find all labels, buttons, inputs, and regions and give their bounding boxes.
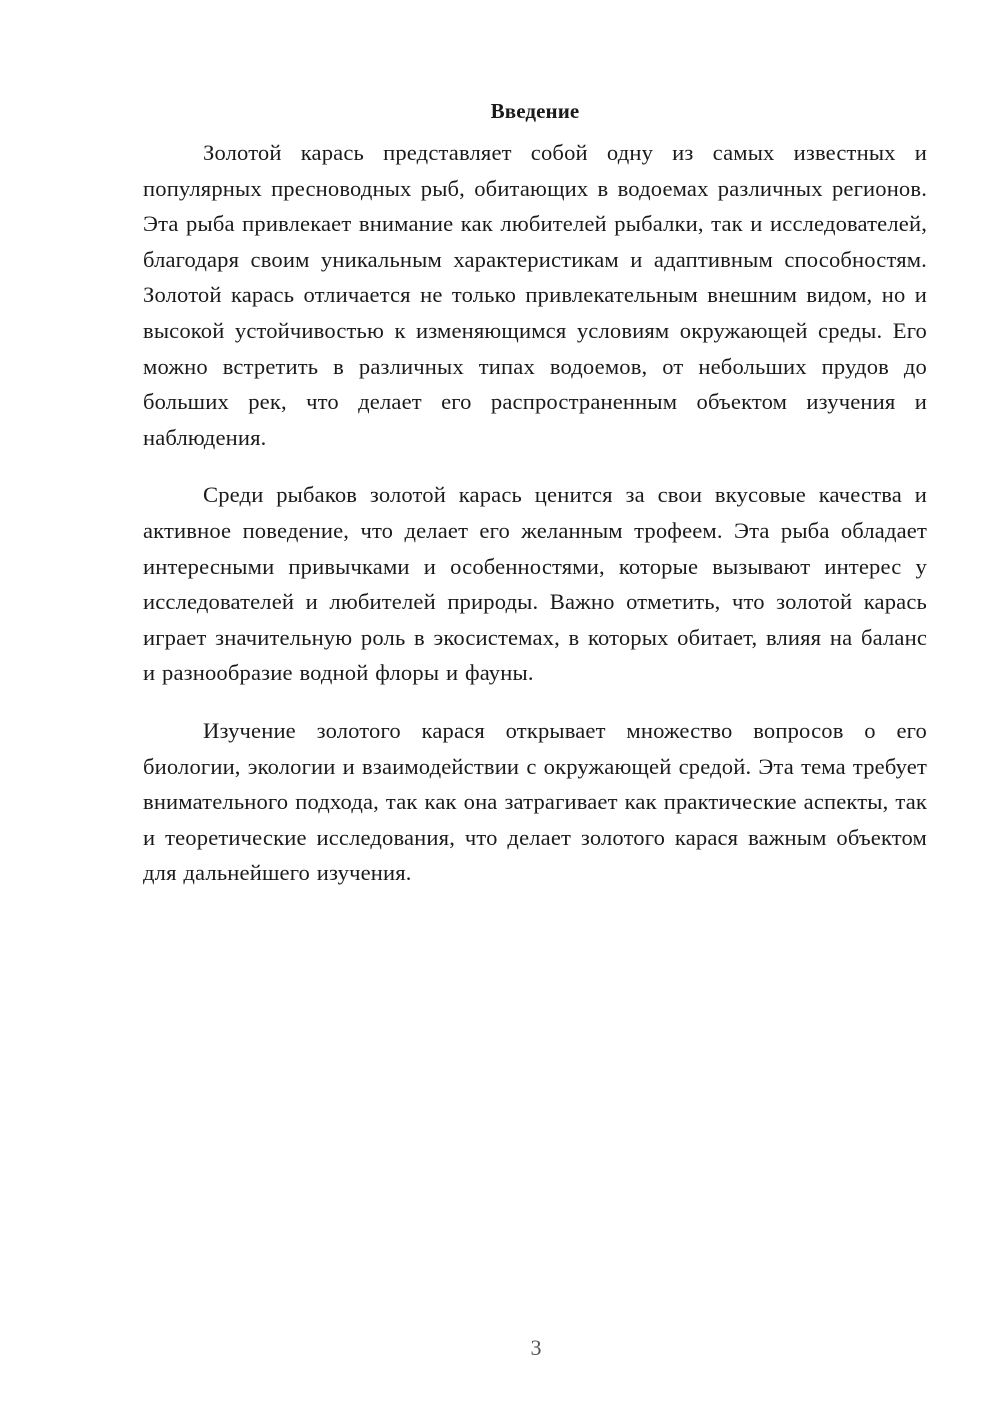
section-heading: Введение (490, 99, 580, 123)
page-number: 3 (530, 1335, 542, 1360)
paragraph-2: Среди рыбаков золотой карась ценится за свои вкусовые качества и активное поведение, что делает его желанным трофеем. Эта рыба обладает интересными привычками и особенностями, которые вызывают интерес у исследователей и любителей природы. Важно отметить, что золотой карась играет значительную роль в экосистемах, в которых обитает, влияя на баланс и разнообразие водной флоры и фауны. (143, 482, 927, 686)
paragraph-1: Золотой карась представляет собой одну из самых известных и популярных пресноводных рыб, обитающих в водоемах различных регионов. Эта рыба привлекает внимание как любителей рыбалки, так и исследователей, благодаря своим уникальным характеристикам и адаптивным способностям. Золотой карась отличается не только привлекательным внешним видом, но и высокой устойчивостью к изменяющимся условиям окружающей среды. Его можно встретить в различных типах водоемов, от небольших прудов до больших рек, что делает его распространенным объектом изучения и наблюдения. (143, 140, 927, 450)
paragraph-3: Изучение золотого карася открывает множество вопросов о его биологии, экологии и взаимодействии с окружающей средой. Эта тема требует внимательного подхода, так как она затрагивает как практические аспекты, так и теоретические исследования, что делает золотого карася важным объектом для дальнейшего изучения. (143, 717, 927, 886)
page-content (143, 97, 927, 913)
